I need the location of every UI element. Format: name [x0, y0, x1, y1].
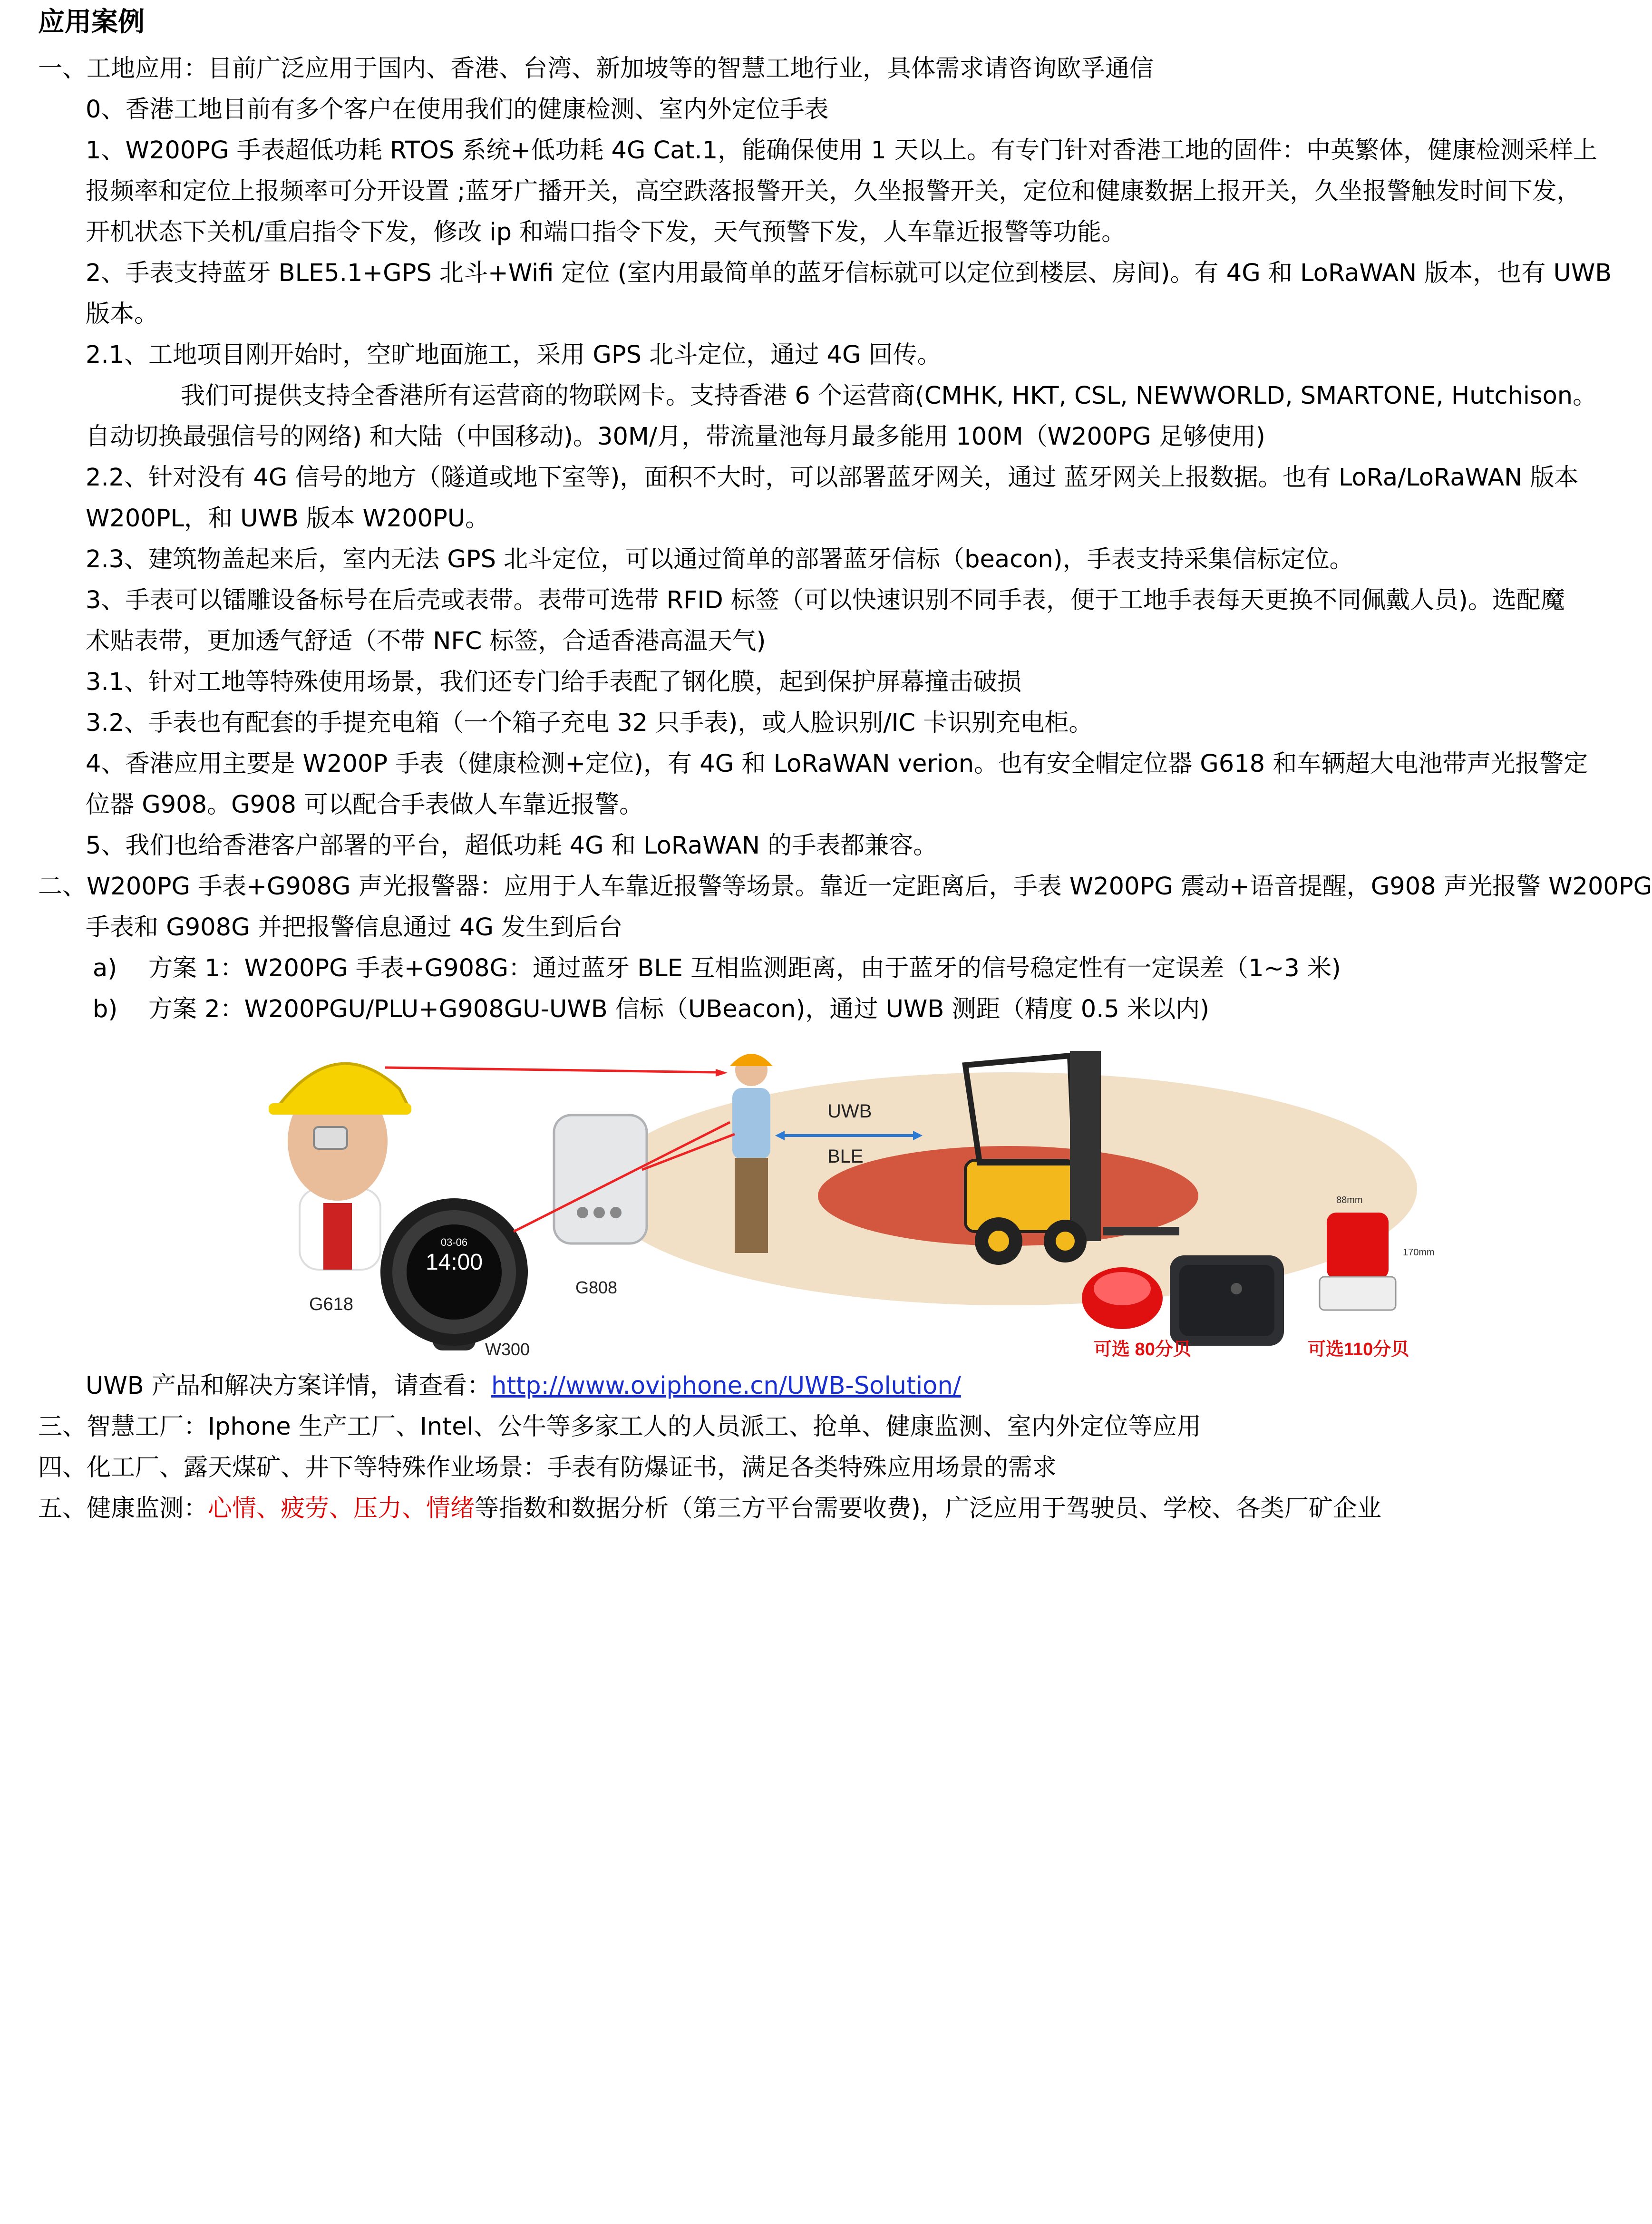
section-5 — [38, 1493, 1381, 1525]
section-1-p0: 0、香港工地目前有多个客户在使用我们的健康检测、室内外定位手表 — [86, 96, 829, 124]
section-1-p3-line2: 术贴表带，更加透气舒适（不带 NFC 标签，合适香港高温天气) — [86, 627, 766, 655]
section-1-p31: 3.1、针对工地等特殊使用场景，我们还专门给手表配了钢化膜，起到保护屏幕撞击破损 — [86, 668, 1022, 696]
dimension-side: 170mm — [1403, 1247, 1435, 1258]
section-1-p32: 3.2、手表也有配套的手提充电箱（一个箱子充电 32 只手表)，或人脸识别/IC 卡识别充电柜。 — [86, 709, 1093, 737]
label-uwb: UWB — [827, 1101, 872, 1122]
section-2-heading-line2: 手表和 G908G 并把报警信息通过 4G 发生到后台 — [86, 913, 623, 942]
section-1-p4-line2: 位器 G908。G908 可以配合手表做人车靠近报警。 — [86, 791, 644, 819]
list-marker-a: a) — [93, 954, 117, 982]
section-1-p21-line2: 我们可提供支持全香港所有运营商的物联网卡。支持香港 6 个运营商(CMHK, HKT, CSL, NEWWORLD, SMARTONE, Hutchison。 — [181, 382, 1597, 410]
g808-device-icon — [554, 1115, 647, 1243]
uwb-solution-link[interactable]: http://www.oviphone.cn/UWB-Solution/ — [491, 1372, 961, 1400]
section-1-p2-line1: 2、手表支持蓝牙 BLE5.1+GPS 北斗+Wifi 定位 (室内用最简单的蓝牙信标就可以定位到楼层、房间)。有 4G 和 LoRaWAN 版本，也有 UWB — [86, 259, 1612, 287]
scheme-2-text: 方案 2：W200PGU/PLU+G908GU-UWB 信标（UBeacon)，通过 UWB 测距（精度 0.5 米以内) — [148, 995, 1209, 1023]
section-5-suffix: 等指数和数据分析（第三方平台需要收费)，广泛应用于驾驶员、学校、各类厂矿企业 — [475, 1495, 1381, 1523]
section-2-heading-line1: 二、W200PG 手表+G908G 声光报警器：应用于人车靠近报警等场景。靠近一定距离后，手表 W200PG 震动+语音提醒，G908 声光报警 W200PG — [38, 873, 1652, 901]
section-1-p22-line2: W200PL，和 UWB 版本 W200PU。 — [86, 505, 490, 533]
uwb-solution-figure — [266, 1032, 1435, 1365]
uwb-solution-line — [86, 1370, 961, 1402]
section-1-p23: 2.3、建筑物盖起来后，室内无法 GPS 北斗定位，可以通过简单的部署蓝牙信标（beacon)，手表支持采集信标定位。 — [86, 545, 1354, 573]
label-ble: BLE — [827, 1146, 864, 1167]
page-title: 应用案例 — [38, 7, 145, 38]
section-1-heading: 一、工地应用：目前广泛应用于国内、香港、台湾、新加坡等的智慧工地行业，具体需求请咨询欧孚通信 — [38, 55, 1154, 83]
alarm-beacon-80db-icon — [1082, 1267, 1163, 1329]
section-1-p4-line1: 4、香港应用主要是 W200P 手表（健康检测+定位)，有 4G 和 LoRaWAN verion。也有安全帽定位器 G618 和车辆超大电池带声光报警定 — [86, 750, 1588, 778]
section-1-p21-line1: 2.1、工地项目刚开始时，空旷地面施工，采用 GPS 北斗定位，通过 4G 回传。 — [86, 341, 942, 369]
label-g618: G618 — [309, 1294, 353, 1314]
arrow-helmet-to-worker — [385, 1068, 716, 1072]
alarm-beacon-110db-icon — [1320, 1213, 1396, 1310]
caption-110db: 可选110分贝 — [1308, 1340, 1409, 1360]
section-1-p22-line1: 2.2、针对没有 4G 信号的地方（隧道或地下室等)，面积不大时，可以部署蓝牙网关，通过 蓝牙网关上报数据。也有 LoRa/LoRaWAN 版本 — [86, 464, 1579, 492]
arrow-head-helmet — [716, 1069, 728, 1077]
section-1-p1-line3: 开机状态下关机/重启指令下发，修改 ip 和端口指令下发，天气预警下发，人车靠近报警等功能。 — [86, 218, 1126, 246]
section-3: 三、智慧工厂：Iphone 生产工厂、Intel、公牛等多家工人的人员派工、抢单、健康监测、室内外定位等应用 — [38, 1413, 1201, 1441]
section-1-p5: 5、我们也给香港客户部署的平台，超低功耗 4G 和 LoRaWAN 的手表都兼容。 — [86, 832, 938, 860]
dimension-top: 88mm — [1336, 1195, 1363, 1205]
section-4: 四、化工厂、露天煤矿、井下等特殊作业场景：手表有防爆证书，满足各类特殊应用场景的需求 — [38, 1454, 1057, 1482]
section-5-prefix: 五、健康监测： — [38, 1495, 208, 1523]
section-5-highlight: 心情、疲劳、压力、情绪 — [208, 1495, 475, 1523]
walking-worker-icon — [730, 1054, 773, 1253]
uwb-solution-prefix: UWB 产品和解决方案详情，请查看： — [86, 1372, 491, 1400]
section-1-p3-line1: 3、手表可以镭雕设备标号在后壳或表带。表带可选带 RFID 标签（可以快速识别不同手表，便于工地手表每天更换不同佩戴人员)。选配魔 — [86, 586, 1565, 614]
section-1-p2-line2: 版本。 — [86, 300, 159, 328]
caption-80db: 可选 80分贝 — [1094, 1340, 1191, 1360]
watch-time: 14:00 — [425, 1250, 483, 1275]
list-marker-b: b) — [93, 995, 118, 1023]
g908-box-icon — [1170, 1255, 1284, 1346]
watch-date: 03-06 — [440, 1236, 468, 1248]
label-w300: W300 — [485, 1340, 530, 1359]
label-g808: G808 — [575, 1278, 618, 1297]
section-1-p1-line1: 1、W200PG 手表超低功耗 RTOS 系统+低功耗 4G Cat.1，能确保使用 1 天以上。有专门针对香港工地的固件：中英繁体，健康检测采样上 — [86, 136, 1598, 165]
section-1-p1-line2: 报频率和定位上报频率可分开设置 ;蓝牙广播开关，高空跌落报警开关，久坐报警开关，定位和健康数据上报开关，久坐报警触发时间下发， — [86, 177, 1581, 205]
scheme-1-text: 方案 1：W200PG 手表+G908G：通过蓝牙 BLE 互相监测距离，由于蓝牙的信号稳定性有一定误差（1~3 米) — [148, 954, 1341, 982]
section-1-p21-line3: 自动切换最强信号的网络) 和大陆（中国移动)。30M/月，带流量池每月最多能用 100M（W200PG 足够使用) — [86, 423, 1265, 451]
